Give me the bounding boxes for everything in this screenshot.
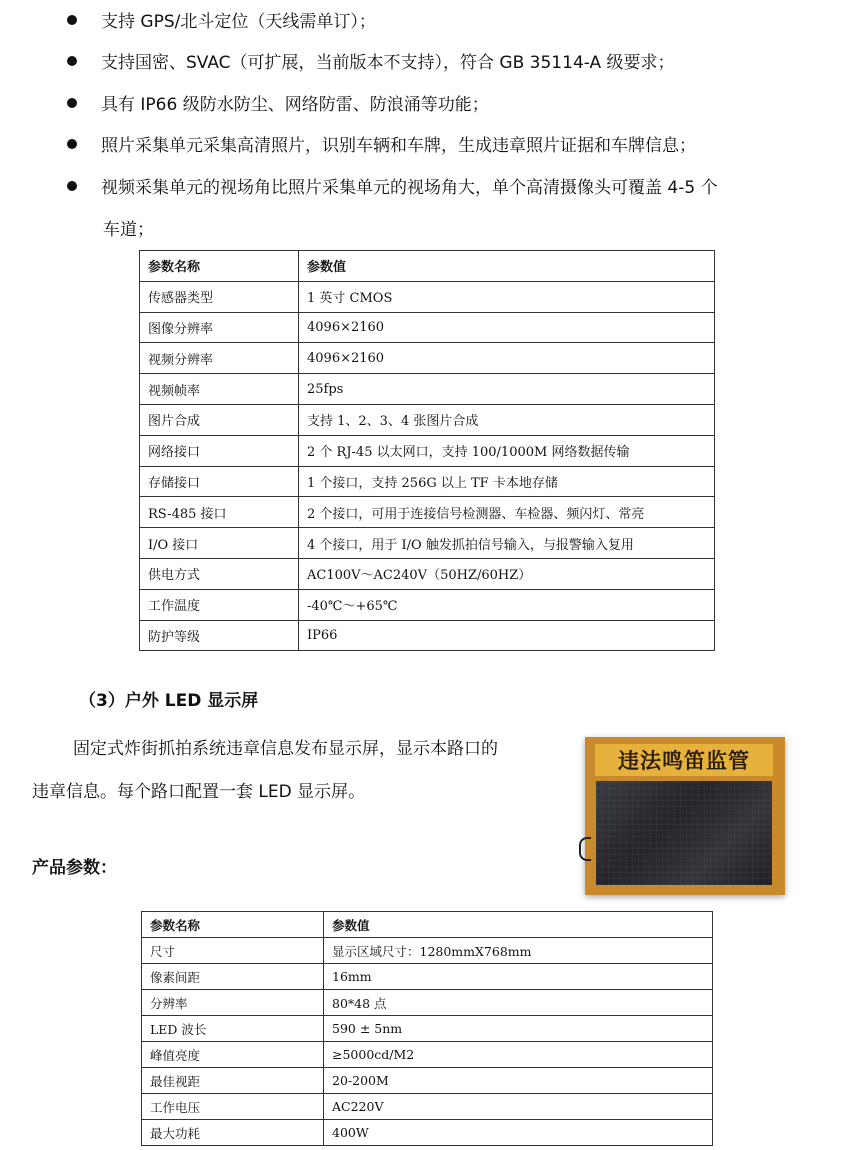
table-row	[140, 466, 715, 497]
camera-spec-table	[139, 250, 715, 651]
param-value-cell: 4096×2160	[299, 343, 715, 374]
bullet-dot-icon	[67, 15, 77, 25]
param-value-cell: 1 个接口，支持 256G 以上 TF 卡本地存储	[299, 466, 715, 497]
table-header-cell: 参数值	[324, 912, 713, 938]
param-name-cell: 峰值亮度	[142, 1042, 324, 1068]
table-row	[140, 281, 715, 312]
table-row	[140, 620, 715, 651]
table-row	[142, 1016, 713, 1042]
param-value-cell: 590 ± 5nm	[324, 1016, 713, 1042]
bullet-item: 支持国密、SVAC（可扩展，当前版本不支持），符合 GB 35114-A 级要求；	[67, 52, 675, 74]
table-row	[142, 1094, 713, 1120]
table-row	[142, 964, 713, 990]
table-header-cell: 参数值	[299, 251, 715, 282]
param-value-cell: AC100V～AC240V（50HZ/60HZ）	[299, 558, 715, 589]
bullet-dot-icon	[67, 181, 77, 191]
param-value-cell: 1 英寸 CMOS	[299, 281, 715, 312]
param-value-cell: 显示区域尺寸：1280mmX768mm	[324, 938, 713, 964]
led-sign-title: 违法鸣笛监管	[595, 744, 773, 776]
param-value-cell: 2 个接口，可用于连接信号检测器、车检器、频闪灯、常亮	[299, 497, 715, 528]
table-row	[140, 374, 715, 405]
table-row	[142, 938, 713, 964]
table-row	[140, 558, 715, 589]
param-value-cell: 25fps	[299, 374, 715, 405]
table-row	[140, 528, 715, 559]
param-name-cell: RS-485 接口	[140, 497, 299, 528]
bullet-item: 支持 GPS/北斗定位（天线需单订）；	[67, 11, 376, 33]
param-name-cell: 视频帧率	[140, 374, 299, 405]
param-name-cell: 最佳视距	[142, 1068, 324, 1094]
param-name-cell: 工作电压	[142, 1094, 324, 1120]
param-name-cell: 供电方式	[140, 558, 299, 589]
table-row	[140, 312, 715, 343]
param-name-cell: 尺寸	[142, 938, 324, 964]
cable-image	[579, 837, 591, 861]
table-row	[140, 589, 715, 620]
param-value-cell: -40℃～+65℃	[299, 589, 715, 620]
table-header-cell: 参数名称	[142, 912, 324, 938]
table-row	[140, 435, 715, 466]
table-row	[140, 497, 715, 528]
table-header-row	[142, 912, 713, 938]
bullet-item: 视频采集单元的视场角比照片采集单元的视场角大，单个高清摄像头可覆盖 4-5 个	[67, 177, 718, 199]
param-name-cell: LED 波长	[142, 1016, 324, 1042]
led-spec-table	[141, 911, 713, 1146]
table-header-row	[140, 251, 715, 282]
param-value-cell: 4096×2160	[299, 312, 715, 343]
param-value-cell: 80*48 点	[324, 990, 713, 1016]
param-name-cell: 存储接口	[140, 466, 299, 497]
led-display-photo	[585, 737, 785, 895]
bullet-dot-icon	[67, 56, 77, 66]
bullet-dot-icon	[67, 98, 77, 108]
paragraph-line: 违章信息。每个路口配置一套 LED 显示屏。	[32, 782, 366, 802]
paragraph-line: 固定式炸街抓拍系统违章信息发布显示屏，显示本路口的	[73, 739, 498, 759]
bullet-dot-icon	[67, 139, 77, 149]
bullet-continuation: 车道；	[103, 220, 154, 240]
param-value-cell: ≥5000cd/M2	[324, 1042, 713, 1068]
product-params-label: 产品参数：	[32, 858, 117, 878]
param-value-cell: IP66	[299, 620, 715, 651]
param-name-cell: 防护等级	[140, 620, 299, 651]
param-name-cell: I/O 接口	[140, 528, 299, 559]
table-row	[142, 1042, 713, 1068]
param-value-cell: 支持 1、2、3、4 张图片合成	[299, 404, 715, 435]
param-name-cell: 最大功耗	[142, 1120, 324, 1146]
param-name-cell: 像素间距	[142, 964, 324, 990]
table-row	[142, 1068, 713, 1094]
param-name-cell: 图片合成	[140, 404, 299, 435]
table-row	[142, 990, 713, 1016]
bullet-item: 具有 IP66 级防水防尘、网络防雷、防浪涌等功能；	[67, 94, 489, 116]
param-value-cell: 20-200M	[324, 1068, 713, 1094]
param-name-cell: 分辨率	[142, 990, 324, 1016]
param-value-cell: AC220V	[324, 1094, 713, 1120]
param-value-cell: 2 个 RJ-45 以太网口，支持 100/1000M 网络数据传输	[299, 435, 715, 466]
param-name-cell: 工作温度	[140, 589, 299, 620]
param-value-cell: 16mm	[324, 964, 713, 990]
led-panel-image	[596, 781, 772, 885]
bullet-item: 照片采集单元采集高清照片，识别车辆和车牌，生成违章照片证据和车牌信息；	[67, 135, 696, 157]
param-name-cell: 图像分辨率	[140, 312, 299, 343]
table-header-cell: 参数名称	[140, 251, 299, 282]
section-heading: （3）户外 LED 显示屏	[79, 691, 259, 711]
table-row	[142, 1120, 713, 1146]
param-name-cell: 传感器类型	[140, 281, 299, 312]
table-row	[140, 404, 715, 435]
param-value-cell: 400W	[324, 1120, 713, 1146]
param-value-cell: 4 个接口，用于 I/O 触发抓拍信号输入，与报警输入复用	[299, 528, 715, 559]
param-name-cell: 网络接口	[140, 435, 299, 466]
table-row	[140, 343, 715, 374]
param-name-cell: 视频分辨率	[140, 343, 299, 374]
